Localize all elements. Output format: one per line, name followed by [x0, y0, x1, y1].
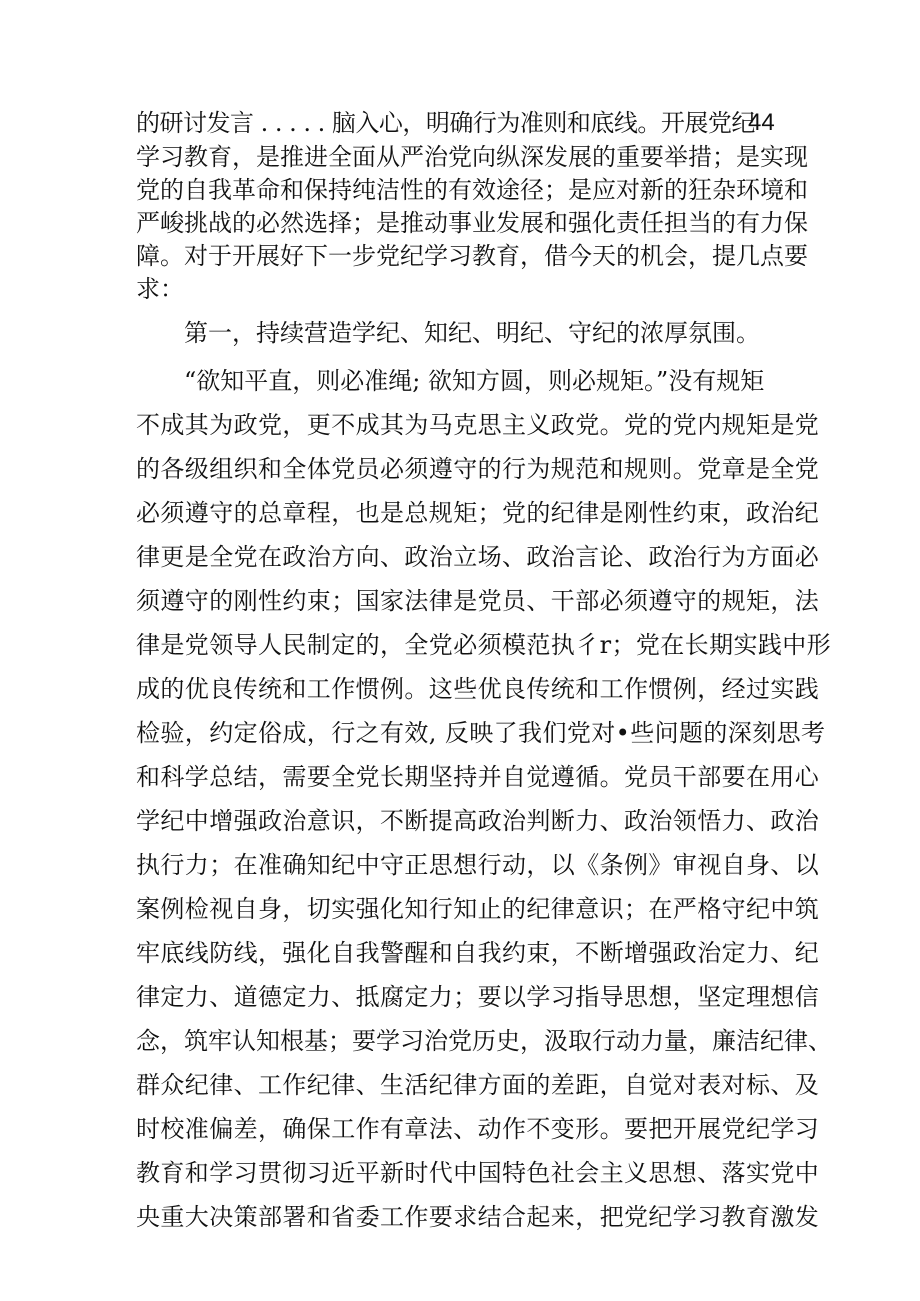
text-line: 念，筑牢认知根基；要学习治党历史，汲取行动力量，廉洁纪律、 [136, 1027, 832, 1055]
page-number: 44 [748, 109, 775, 136]
text-line: “欲知平直，则必准绳; 欲知方圆，则必规矩。”没有规矩 [184, 367, 765, 395]
section-heading: 第一，持续营造学纪、知纪、明纪、守纪的浓厚氛围。 [184, 319, 760, 347]
text-line: 教育和学习贯彻习近平新时代中国特色社会主义思想、落实党中 [136, 1159, 820, 1187]
text-line: 学习教育，是推进全面从严治党向纵深发展的重要举措；是实现 [136, 143, 808, 171]
text-line: 检验，约定俗成，行之有效, 反映了我们党对•些问题的深刻思考 [136, 719, 826, 747]
text-line: 求： [136, 275, 184, 303]
text-line: 案例检视自身，切实强化知行知止的纪律意识；在严格守纪中筑 [136, 895, 820, 923]
text-line: 和科学总结，需要全党长期坚持并自觉遵循。党员干部要在用心 [136, 763, 820, 791]
text-line: 学纪中增强政治意识，不断提高政治判断力、政治领悟力、政治 [136, 807, 820, 835]
text-line: 律更是全党在政治方向、政治立场、政治言论、政治行为方面必 [136, 543, 820, 571]
text-line: 障。对于开展好下一步党纪学习教育，借今天的机会，提几点要 [136, 242, 808, 270]
text-line: 的各级组织和全体党员必须遵守的行为规范和规则。党章是全党 [136, 455, 820, 483]
text-line: 律是党领导人民制定的，全党必须模范执彳r；党在长期实践中形 [136, 631, 832, 659]
text-line: 党的自我革命和保持纯洁性的有效途径；是应对新的狂杂环境和 [136, 176, 808, 204]
text-line: 律定力、道德定力、抵腐定力；要以学习指导思想，坚定理想信 [136, 983, 820, 1011]
text-line: 时校准偏差，确保工作有章法、动作不变形。要把开展党纪学习 [136, 1115, 820, 1143]
text-line: 群众纪律、工作纪律、生活纪律方面的差距，自觉对表对标、及 [136, 1071, 820, 1099]
text-line: 牢底线防线，强化自我警醒和自我约束，不断增强政治定力、纪 [136, 939, 820, 967]
text-line: 的研讨发言 . . . . . 脑入心，明确行为准则和底线。开展党纪 [136, 109, 755, 137]
text-line: 必须遵守的总章程，也是总规矩；党的纪律是刚性约束，政治纪 [136, 499, 820, 527]
text-line: 央重大决策部署和省委工作要求结合起来，把党纪学习教育激发 [136, 1203, 820, 1231]
text-line: 严峻挑战的必然选择；是推动事业发展和强化责任担当的有力保 [136, 209, 808, 237]
text-line: 执行力；在准确知纪中守正思想行动，以《条例》审视自身、以 [136, 851, 820, 879]
text-line: 须遵守的刚性约束；国家法律是党员、干部必须遵守的规矩，法 [136, 587, 820, 615]
text-line: 不成其为政党，更不成其为马克思主义政党。党的党内规矩是党 [136, 411, 820, 439]
text-line: 成的优良传统和工作惯例。这些优良传统和工作惯例，经过实践 [136, 675, 820, 703]
